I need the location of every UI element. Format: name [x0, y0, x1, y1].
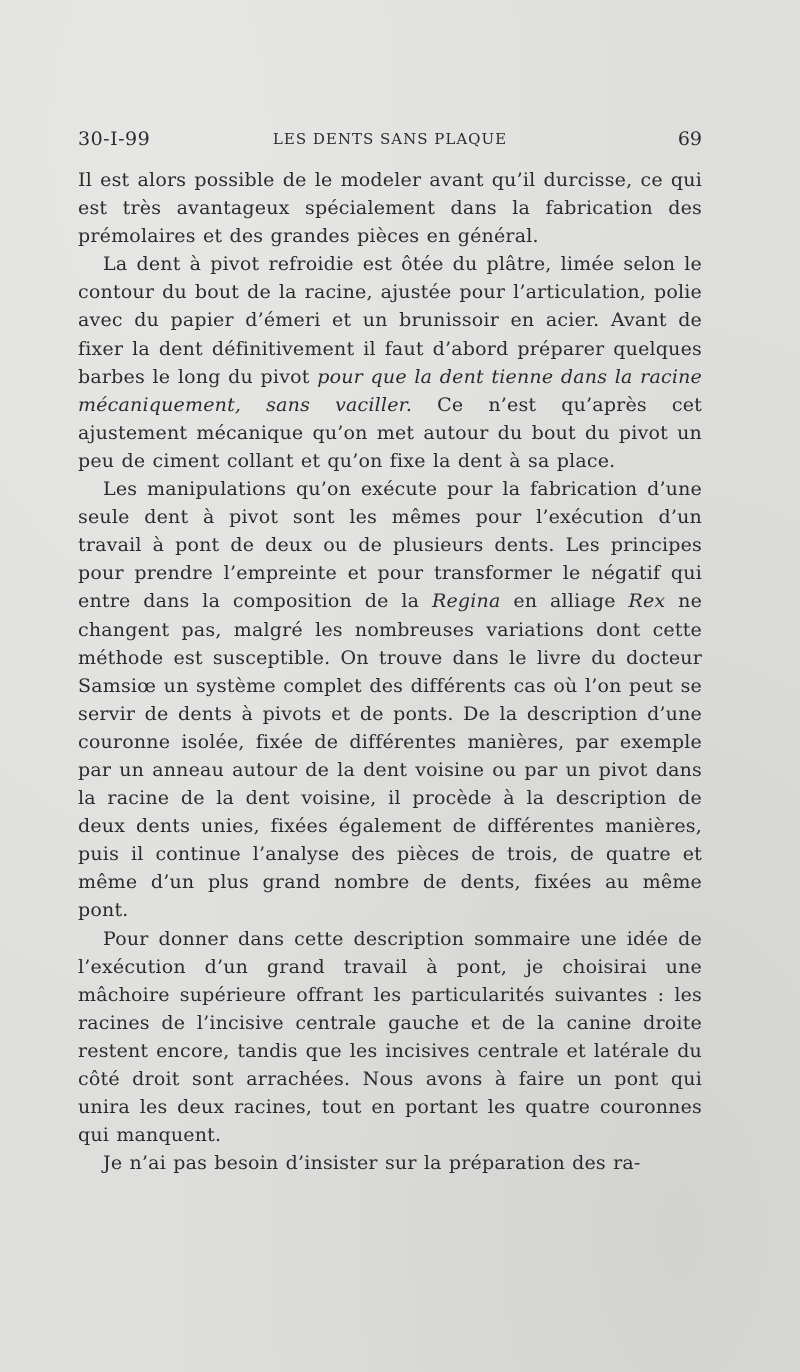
paragraph-1: Il est alors possible de le modeler avant qu’il durcisse, ce qui est très avantageux spécialement dans la fabrication des prémolaires et des grandes pièces en général.	[78, 169, 702, 248]
header-date: 30-I-99	[78, 128, 151, 150]
paragraph-3	[78, 475, 702, 925]
body-text	[78, 166, 702, 1177]
header-title: LES DENTS SANS PLAQUE	[272, 130, 508, 148]
paragraph-3-text-a: Les manipulations qu’on exécute pour la fabrication d’une seule dent à pivot sont les mêmes pour l’exécution d’un travail à pont de deux ou de plusieurs dents. Les principes pour prendre l’empreinte et pour transformer le négatif qui entre dans la composition de la	[78, 478, 702, 613]
page-number: 69	[677, 128, 702, 150]
paragraph-5: Je n’ai pas besoin d’insister sur la préparation des ra-	[103, 1152, 641, 1175]
paragraph-3-italic-regina: Regina	[431, 590, 501, 613]
running-header	[78, 128, 702, 158]
paragraph-3-italic-rex: Rex	[628, 590, 666, 613]
paragraph-3-text-c: ne changent pas, malgré les nombreuses variations dont cette méthode est susceptible. On trouve dans le livre du docteur Samsiœ un système complet des différents cas où l’on peut se servir de dents à pivots et de ponts. De la description d’une couronne isolée, fixée de différentes manières, par exemple par un anneau autour de la dent voisine ou par un pivot dans la racine de la dent voisine, il procède à la description de deux dents unies, fixées également de différentes manières, puis il continue l’analyse des pièces de trois, de quatre et même d’un plus grand nombre de dents, fixées au même pont.	[78, 590, 703, 922]
paragraph-3-text-b: en alliage	[500, 590, 629, 613]
paragraph-2-text-b: Ce n’est qu’après cet ajustement mécanique qu’on met autour du bout du pivot un peu de ciment collant et qu’on fixe la dent à sa place.	[78, 393, 703, 472]
paragraph-4: Pour donner dans cette description sommaire une idée de l’exécution d’un grand travail à pont, je choisirai une mâchoire supérieure offrant les particularités suivantes : les racines de l’incisive centrale gauche et de la canine droite restent encore, tandis que les incisives centrale et latérale du côté droit sont arrachées. Nous avons à faire un pont qui unira les deux racines, tout en portant les quatre couronnes qui manquent.	[78, 927, 702, 1147]
paragraph-2-italic: pour que la dent tienne dans la racine mécaniquement, sans vaciller.	[78, 365, 702, 416]
paragraph-2-text-a: La dent à pivot refroidie est ôtée du plâtre, limée selon le contour du bout de la racine, ajustée pour l’articulation, polie avec du papier d’émeri et un brunissoir en acier. Avant de fixer la dent définitivement il faut d’abord préparer quelques barbes le long du pivot	[78, 253, 702, 388]
paragraph-2	[78, 250, 702, 475]
